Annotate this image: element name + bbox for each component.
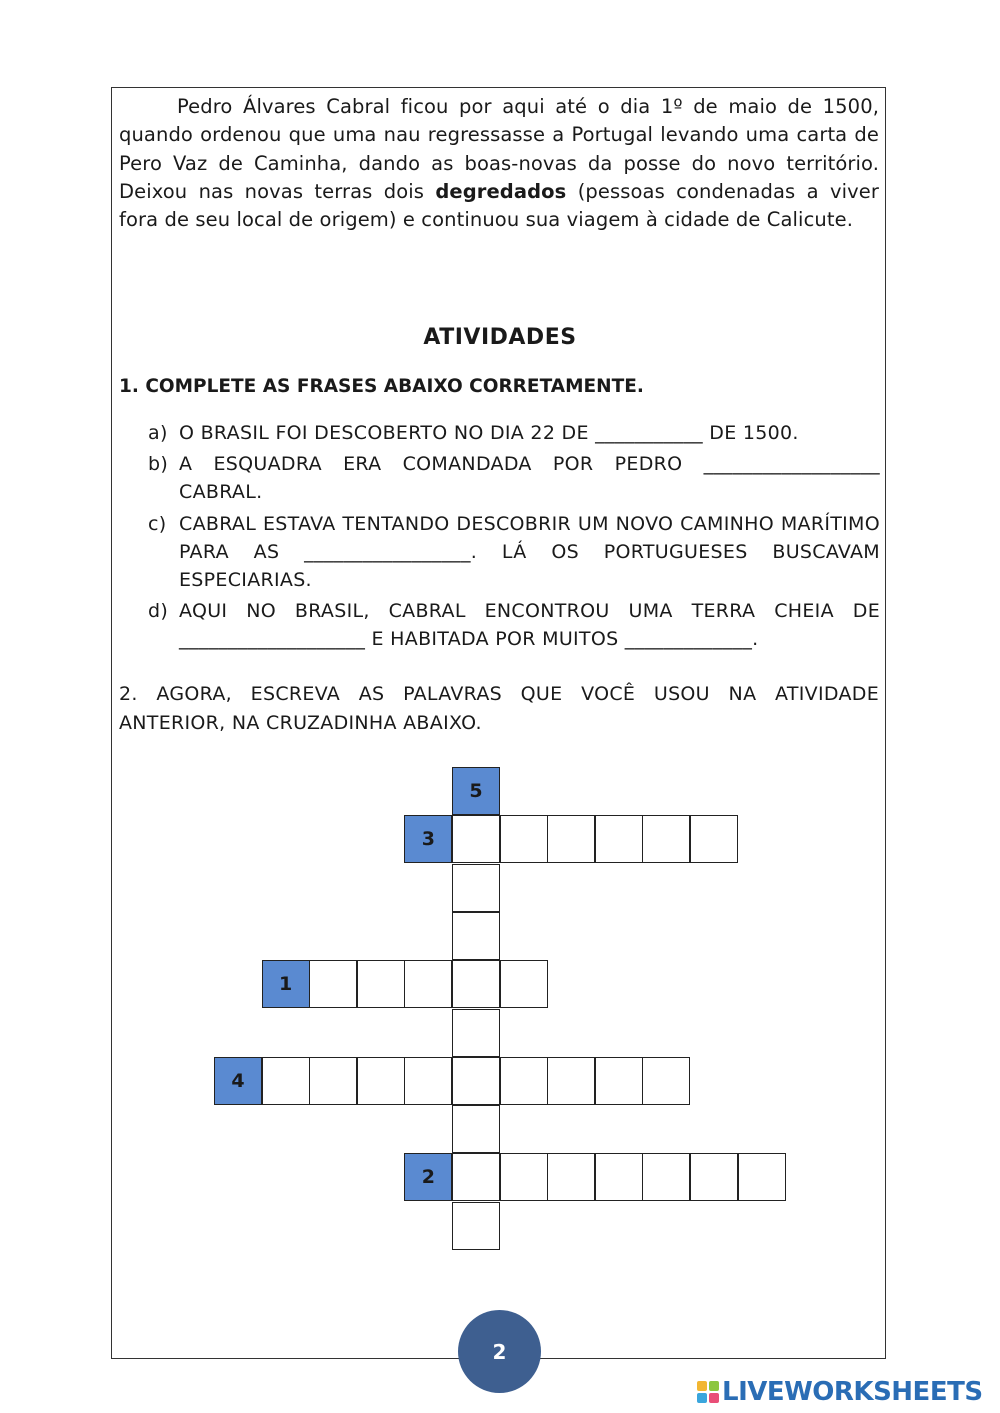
crossword-cell[interactable] [452, 864, 500, 912]
crossword-cell[interactable] [642, 1057, 690, 1105]
crossword-cell[interactable] [547, 1057, 595, 1105]
crossword-cell[interactable] [642, 1153, 690, 1201]
question-item-b: b) A ESQUADRA ERA COMANDADA POR PEDRO __________________ CABRAL. [148, 453, 880, 504]
crossword-cell[interactable] [357, 1057, 405, 1105]
crossword-cell[interactable] [500, 960, 548, 1008]
crossword-cell[interactable] [547, 1153, 595, 1201]
intro-paragraph: Pedro Álvares Cabral ficou por aqui até o dia 1º de maio de 1500, quando ordenou que uma nau regressasse a Portugal levando uma carta de Pero Vaz de Caminha, dando as boas-novas da posse do novo território. Deixou nas novas terras dois degredados (pessoas condenadas a viver fora de seu local de origem) e continuou sua viagem à cidade de Calicute. [119, 95, 879, 232]
crossword-cell[interactable] [500, 1153, 548, 1201]
crossword-cell[interactable] [404, 1057, 452, 1105]
crossword-cell[interactable] [452, 1057, 500, 1105]
crossword-cell[interactable] [452, 912, 500, 960]
question-item-a: a) O BRASIL FOI DESCOBERTO NO DIA 22 DE ___________ DE 1500. [148, 422, 799, 444]
crossword-clue-number: 4 [214, 1057, 262, 1105]
liveworksheets-logo-icon [697, 1381, 719, 1403]
bold-term: degredados [435, 179, 567, 203]
crossword-clue-number: 3 [404, 815, 452, 863]
liveworksheets-logo: LIVEWORKSHEETS [697, 1377, 983, 1407]
section-title: ATIVIDADES [423, 325, 577, 350]
crossword-cell[interactable] [452, 960, 500, 1008]
question-item-c: c) CABRAL ESTAVA TENTANDO DESCOBRIR UM NOVO CAMINHO MARÍTIMO PARA AS _________________. LÁ OS PORTUGUESES BUSCAVAM ESPECIARIAS. [148, 512, 880, 592]
crossword-cell[interactable] [500, 815, 548, 863]
crossword-cell[interactable] [452, 1009, 500, 1057]
crossword-cell[interactable] [738, 1153, 786, 1201]
question-2-text: 2. AGORA, ESCREVA AS PALAVRAS QUE VOCÊ USOU NA ATIVIDADE ANTERIOR, NA CRUZADINHA ABAIXO. [119, 683, 879, 734]
question-item-d: d) AQUI NO BRASIL, CABRAL ENCONTROU UMA TERRA CHEIA DE ___________________ E HABITADA POR MUITOS _____________. [148, 600, 880, 651]
crossword-cell[interactable] [595, 1153, 643, 1201]
page-number-badge: 2 [458, 1310, 541, 1393]
crossword-cell[interactable] [690, 1153, 738, 1201]
question-1-items [148, 419, 880, 657]
crossword-cell[interactable] [452, 815, 500, 863]
crossword-cell[interactable] [642, 815, 690, 863]
crossword-cell[interactable] [357, 960, 405, 1008]
crossword-cell[interactable] [690, 815, 738, 863]
crossword-cell[interactable] [500, 1057, 548, 1105]
crossword-clue-number: 1 [262, 960, 310, 1008]
crossword-cell[interactable] [309, 960, 357, 1008]
crossword-cell[interactable] [547, 815, 595, 863]
crossword-cell[interactable] [595, 1057, 643, 1105]
crossword-cell[interactable] [595, 815, 643, 863]
crossword-cell[interactable] [452, 1202, 500, 1250]
crossword-cell[interactable] [262, 1057, 310, 1105]
crossword-cell[interactable] [309, 1057, 357, 1105]
question-1-heading: 1. COMPLETE AS FRASES ABAIXO CORRETAMENTE. [119, 376, 644, 397]
crossword-clue-number: 2 [404, 1153, 452, 1201]
crossword-clue-number: 5 [452, 767, 500, 815]
crossword-cell[interactable] [404, 960, 452, 1008]
crossword-cell[interactable] [452, 1105, 500, 1153]
crossword-cell[interactable] [452, 1153, 500, 1201]
